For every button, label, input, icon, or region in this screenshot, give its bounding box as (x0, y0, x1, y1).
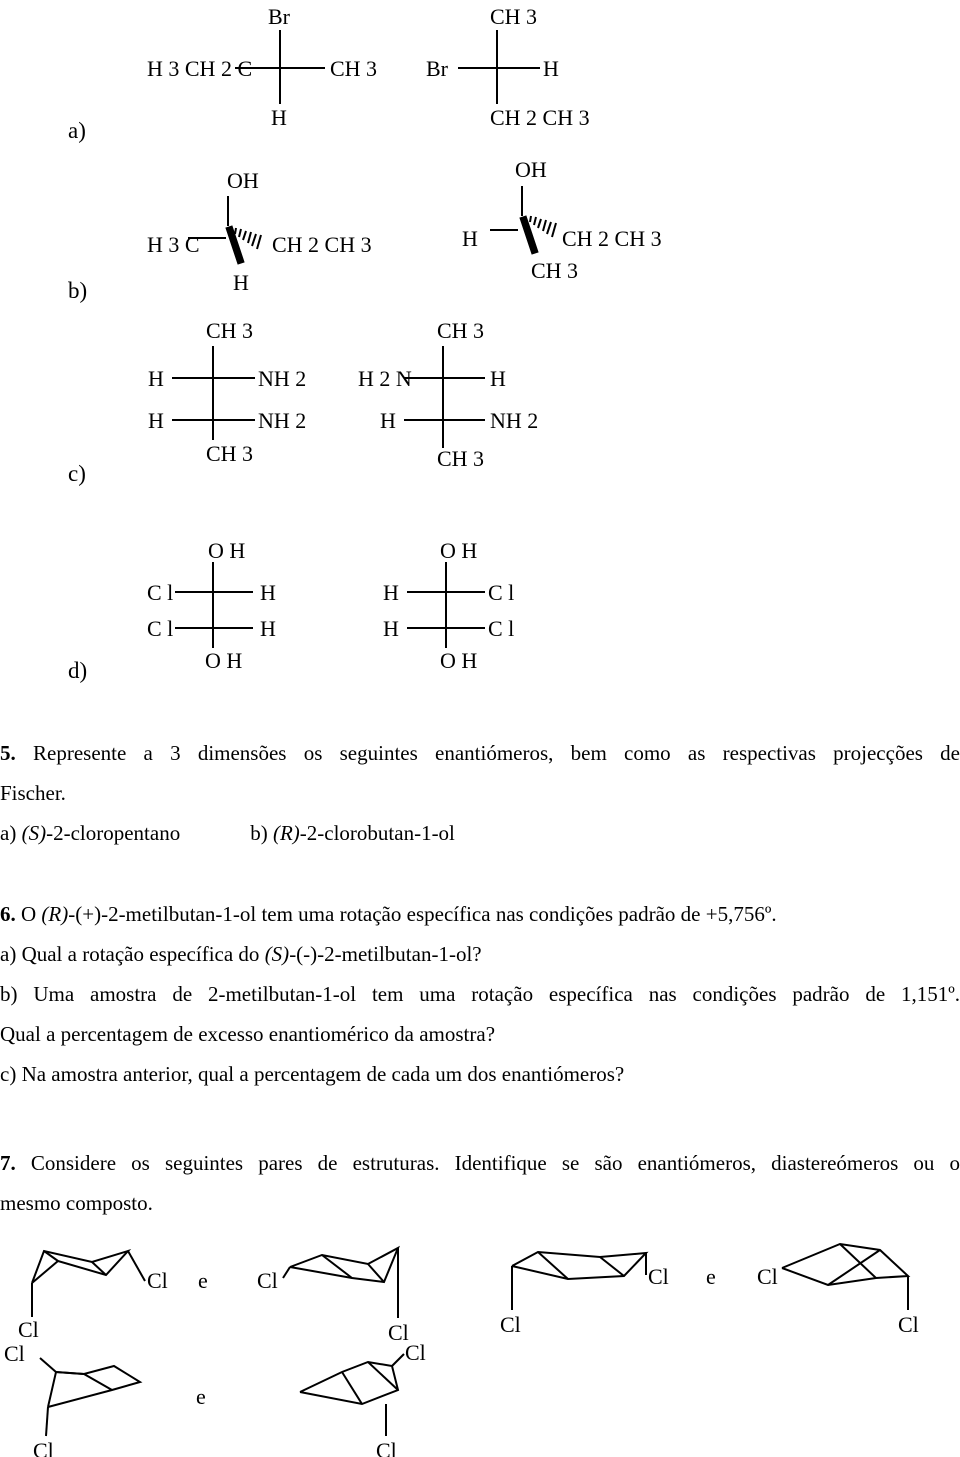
cl-label: Cl (757, 1264, 778, 1289)
sub-r1-right: H (260, 580, 276, 605)
q5-items: a) (S)-2-cloropentano b) (R)-2-clorobutan-1-ol (0, 821, 455, 845)
sub-left: H 3 C (147, 232, 200, 257)
cl-label: Cl (648, 1264, 669, 1289)
q6-line3: b) Uma amostra de 2-metilbutan-1-ol tem uma rotação específica nas condições padrão de 1,151º. (0, 982, 960, 1006)
label-c: c) (68, 461, 86, 486)
sub-top: CH 3 (490, 4, 538, 29)
q7-line1: 7. Considere os seguintes pares de estruturas. Identifique se são enantiómeros, diastereómeros ou o (0, 1151, 960, 1175)
q6-line1: 6. O (R)-(+)-2-metilbutan-1-ol tem uma rotação específica nas condições padrão de +5,756º. (0, 902, 777, 926)
sub-r1-right: C l (488, 580, 515, 605)
fischer-a-left (147, 4, 377, 130)
wedge-b-right (462, 157, 662, 283)
cl-label: Cl (898, 1312, 919, 1337)
q6-line5: c) Na amostra anterior, qual a percentagem de cada um dos enantiómeros? (0, 1062, 625, 1086)
sub-r2-left: H (148, 408, 164, 433)
q6-line4: Qual a percentagem de excesso enantiomérico da amostra? (0, 1022, 496, 1046)
sub-r2-left: H (383, 616, 399, 641)
cl-label: Cl (33, 1438, 54, 1457)
sub-top: O H (440, 538, 478, 563)
chair-3b (300, 1340, 426, 1457)
label-b: b) (68, 278, 88, 303)
label-a: a) (68, 118, 86, 143)
wedge-b-left (147, 168, 372, 295)
sub-r1-left: H 2 N (358, 366, 412, 391)
q6-line2: a) Qual a rotação específica do (S)-(-)-2-metilbutan-1-ol? (0, 942, 482, 966)
sub-bottom: CH 3 (437, 446, 485, 471)
sub-top: CH 3 (206, 318, 254, 343)
sub-bottom: O H (205, 648, 243, 673)
e-label: e (198, 1268, 208, 1293)
sub-right: H (543, 56, 559, 81)
fischer-a-right (426, 4, 590, 130)
sub-top: CH 3 (437, 318, 485, 343)
sub-top: Br (268, 4, 290, 29)
sub-left: Br (426, 56, 448, 81)
chair-3a (4, 1341, 140, 1457)
sub-bottom: CH 3 (206, 441, 254, 466)
sub-r1-right: NH 2 (258, 366, 307, 391)
fischer-c-left (148, 318, 306, 466)
fischer-d-right (383, 538, 514, 673)
sub-r1-left: H (148, 366, 164, 391)
cl-label: Cl (147, 1268, 168, 1293)
sub-top: OH (515, 157, 547, 182)
q5-number: 5. (0, 741, 16, 765)
cl-label: Cl (388, 1320, 409, 1345)
fischer-c-right (358, 318, 538, 471)
sub-r1-right: H (490, 366, 506, 391)
sub-right: CH 2 CH 3 (272, 232, 372, 257)
e-label: e (196, 1384, 206, 1409)
sub-bottom: H (233, 270, 249, 295)
question-5 (0, 733, 960, 853)
question-6 (0, 894, 960, 1094)
sub-left: H (462, 226, 478, 251)
sub-r2-left: C l (147, 616, 174, 641)
sub-bottom: CH 2 CH 3 (490, 105, 590, 130)
question-7 (0, 1143, 960, 1223)
sub-r2-right: NH 2 (258, 408, 307, 433)
sub-bottom: H (271, 105, 287, 130)
cl-label: Cl (257, 1268, 278, 1293)
q5-line1: 5. Represente a 3 dimensões os seguintes enantiómeros, bem como as respectivas projecções de (0, 741, 960, 765)
chair-1a (18, 1251, 168, 1342)
cl-label: Cl (18, 1317, 39, 1342)
e-label: e (706, 1264, 716, 1289)
sub-bottom: O H (440, 648, 478, 673)
sub-r2-left: H (380, 408, 396, 433)
sub-top: O H (208, 538, 246, 563)
sub-right: CH 3 (330, 56, 378, 81)
q7-line2: mesmo composto. (0, 1191, 153, 1215)
cl-label: Cl (4, 1341, 25, 1366)
cl-label: Cl (376, 1438, 397, 1457)
sub-r2-right: H (260, 616, 276, 641)
sub-r2-right: C l (488, 616, 515, 641)
sub-r1-left: H (383, 580, 399, 605)
q5-line2: Fischer. (0, 781, 66, 805)
sub-bottom: CH 3 (531, 258, 579, 283)
chair-1b (257, 1248, 409, 1345)
cl-label: Cl (500, 1312, 521, 1337)
fischer-d-left (147, 538, 276, 673)
sub-top: OH (227, 168, 259, 193)
sub-r1-left: C l (147, 580, 174, 605)
sub-r2-right: NH 2 (490, 408, 539, 433)
chair-2a (500, 1252, 669, 1337)
sub-left: H 3 CH 2 C (147, 56, 253, 81)
cl-label: Cl (405, 1340, 426, 1365)
chair-2b (757, 1244, 919, 1337)
label-d: d) (68, 658, 88, 683)
sub-right: CH 2 CH 3 (562, 226, 662, 251)
